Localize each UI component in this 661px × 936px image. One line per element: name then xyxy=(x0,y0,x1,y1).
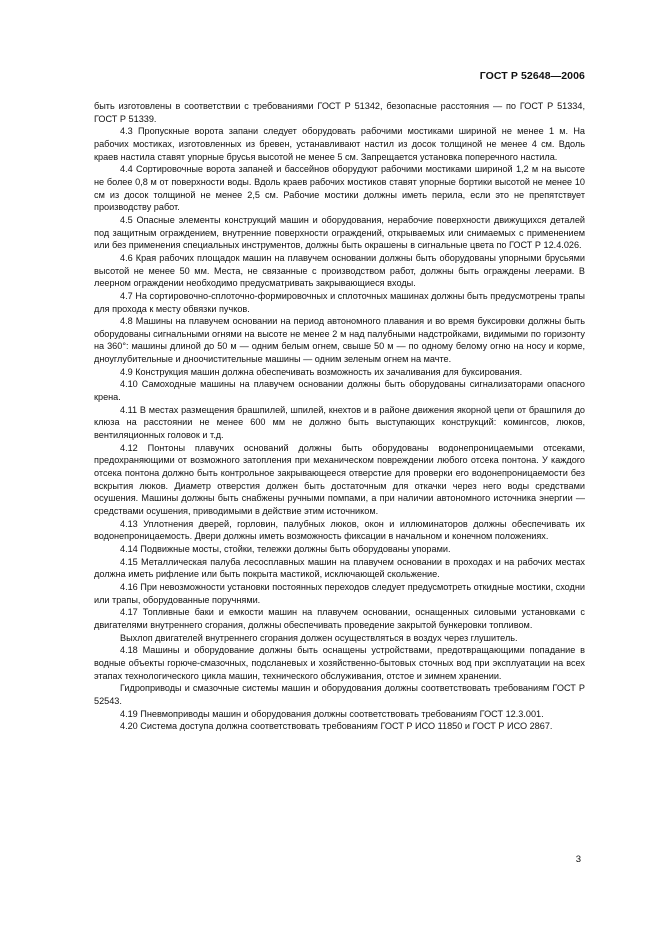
document-header: ГОСТ Р 52648—2006 xyxy=(479,70,585,82)
paragraph: 4.15 Металлическая палуба лесосплавных машин на плавучем основании в проходах и на рабочих местах должна иметь рифление или быть покрыта мастикой, исключающей скольжение. xyxy=(94,556,585,580)
paragraph: 4.5 Опасные элементы конструкций машин и оборудования, нерабочие поверхности движущихся деталей под защитным ограждением, внутренние поверхности ограждений, открываемых или снимаемых с применением или без применения специальных инструментов, должны быть окрашены в сигнальные цвета по ГОСТ Р 12.4.026. xyxy=(94,214,585,251)
paragraph: 4.17 Топливные баки и емкости машин на плавучем основании, оснащенных силовыми установками с двигателями внутреннего сгорания, должны обеспечивать проведение закрытой бункеровки топливом. xyxy=(94,607,585,630)
page-number: 3 xyxy=(575,854,581,865)
paragraph: 4.6 Края рабочих площадок машин на плавучем основании должны быть оборудованы упорными брусьями высотой не менее 50 мм. Места, не связанные с производством работ, должны быть ограждены леерами. В леерном ограждении необходимо предусматривать закрывающиеся входы. xyxy=(94,252,585,289)
document-body xyxy=(94,100,585,733)
paragraph: 4.19 Пневмоприводы машин и оборудования должны соответствовать требованиям ГОСТ 12.3.001. xyxy=(120,708,544,719)
paragraph: 4.9 Конструкция машин должна обеспечивать возможность их зачаливания для буксирования. xyxy=(120,366,523,377)
paragraph: 4.20 Система доступа должна соответствовать требованиям ГОСТ Р ИСО 11850 и ГОСТ Р ИСО 2867. xyxy=(120,721,553,732)
paragraph: Выхлоп двигателей внутреннего сгорания должен осуществляться в воздух через глушитель. xyxy=(120,632,518,643)
paragraph: 4.8 Машины на плавучем основании на период автономного плавания и во время буксировки должны быть оборудованы сигнальными огнями на высоте не менее 2 м над палубными надстройками, видимыми по горизонту на 360°: машины длиной до 50 м — одним белым огнем, свыше 50 м — по одному белому огню на носу и корме, дноуглубительные и дноочистительные машины — одним зеленым огнем на мачте. xyxy=(94,316,585,365)
paragraph: 4.14 Подвижные мосты, стойки, тележки должны быть оборудованы упорами. xyxy=(120,543,451,554)
paragraph: 4.16 При невозможности установки постоянных переходов следует предусмотреть откидные мостики, сходни или трапы, оборудованные поручнями. xyxy=(94,581,585,605)
paragraph: быть изготовлены в соответствии с требованиями ГОСТ Р 51342, безопасные расстояния — по ГОСТ Р 51334, ГОСТ Р 51339. xyxy=(94,101,585,124)
paragraph: 4.11 В местах размещения брашпилей, шпилей, кнехтов и в районе движения якорной цепи от брашпиля до клюза на расстоянии не менее 600 мм не должно быть выступающих конструкций: комингсов, люков, вентиляционных головок и т.д. xyxy=(94,404,585,441)
paragraph: 4.18 Машины и оборудование должны быть оснащены устройствами, предотвращающими попадание в водные объекты горюче-смазочных, подсланевых и хозяйственно-бытовых сточных вод при эксплуатации на всех этапах технологического цикла машин, технического обслуживания, отстое и зимнем хранении. xyxy=(94,645,585,681)
paragraph: 4.3 Пропускные ворота запани следует оборудовать рабочими мостиками шириной не менее 1 м. На рабочих мостиках, изготовленных из бревен, устанавливают настил из досок толщиной не менее 4 см. Вдоль краев настила ставят упорные брусья высотой не менее 5 см. Запрещается установка поперечного настила. xyxy=(94,126,585,162)
paragraph: 4.4 Сортировочные ворота запаней и бассейнов оборудуют рабочими мостиками шириной 1,2 м на высоте не более 0,8 м от поверхности воды. Вдоль краев рабочих мостиков ставят упорные бортики высотой не менее 10 см из досок толщиной не менее 2,5 см. Рабочие мостики должны иметь перила, если это не препятствует производству работ. xyxy=(94,164,585,213)
paragraph: Гидроприводы и смазочные системы машин и оборудования должны соответствовать требованиям ГОСТ Р 52543. xyxy=(94,683,585,706)
paragraph: 4.13 Уплотнения дверей, горловин, палубных люков, окон и иллюминаторов должны обеспечивать их водонепроницаемость. Двери должны иметь возможность фиксации в начальном и конечном положениях. xyxy=(94,518,585,542)
paragraph: 4.7 На сортировочно-сплоточно-формировочных и сплоточных машинах должны быть предусмотрены трапы для прохода к месту обвязки пучков. xyxy=(94,290,585,314)
paragraph: 4.12 Понтоны плавучих оснований должны быть оборудованы водонепроницаемыми отсеками, предохраняющими от возможного затопления при механическом повреждении любого отсека понтона. У каждого отсека понтона должно быть контрольное закрывающееся отверстие для проверки его водонепроницаемости без вскрытия люков. Диаметр отверстия должен быть достаточным для откачки через него воды средствами осушения. Машины должны быть снабжены ручными помпами, а при наличии автономного источника энергии — средствами осушения, приводимыми в действие этим источником. xyxy=(94,442,585,516)
paragraph: 4.10 Самоходные машины на плавучем основании должны быть оборудованы сигнализаторами опасного крена. xyxy=(94,379,585,403)
